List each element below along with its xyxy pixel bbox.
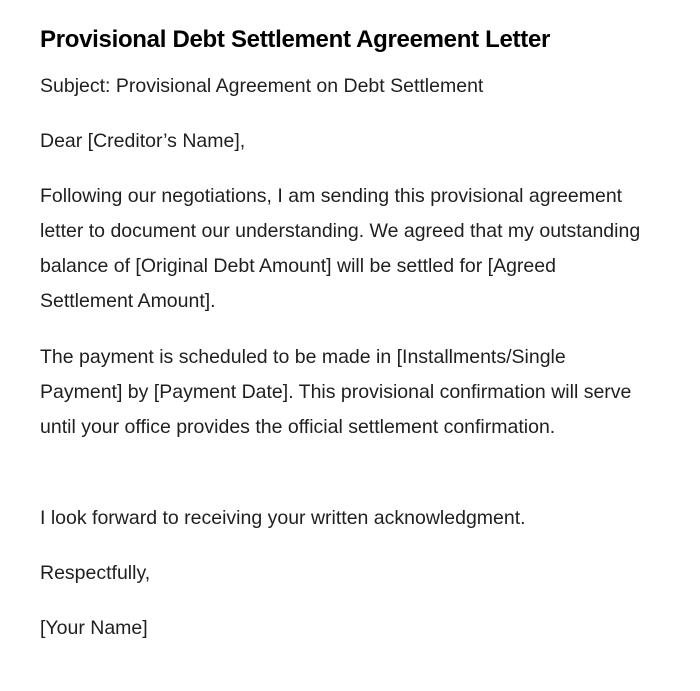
letter-closing: Respectfully, [40, 562, 151, 584]
letter-signature: [Your Name] [40, 617, 148, 639]
letter-paragraph-3: I look forward to receiving your written acknowledgment. [40, 507, 526, 529]
letter-subject: Subject: Provisional Agreement on Debt Settlement [40, 75, 484, 97]
page-title: Provisional Debt Settlement Agreement Letter [40, 26, 551, 53]
letter-paragraph-1: Following our negotiations, I am sending this provisional agreement letter to document our understanding. We agreed that my outstanding balance of [Original Debt Amount] will be settled for [Agreed Settlement Amount]. [40, 185, 641, 312]
letter-paragraph-2: The payment is scheduled to be made in [Installments/Single Payment] by [Payment Date]. This provisional confirmation will serve until your office provides the official settlement confirmation. [40, 346, 632, 438]
letter-salutation: Dear [Creditor’s Name], [40, 130, 246, 152]
